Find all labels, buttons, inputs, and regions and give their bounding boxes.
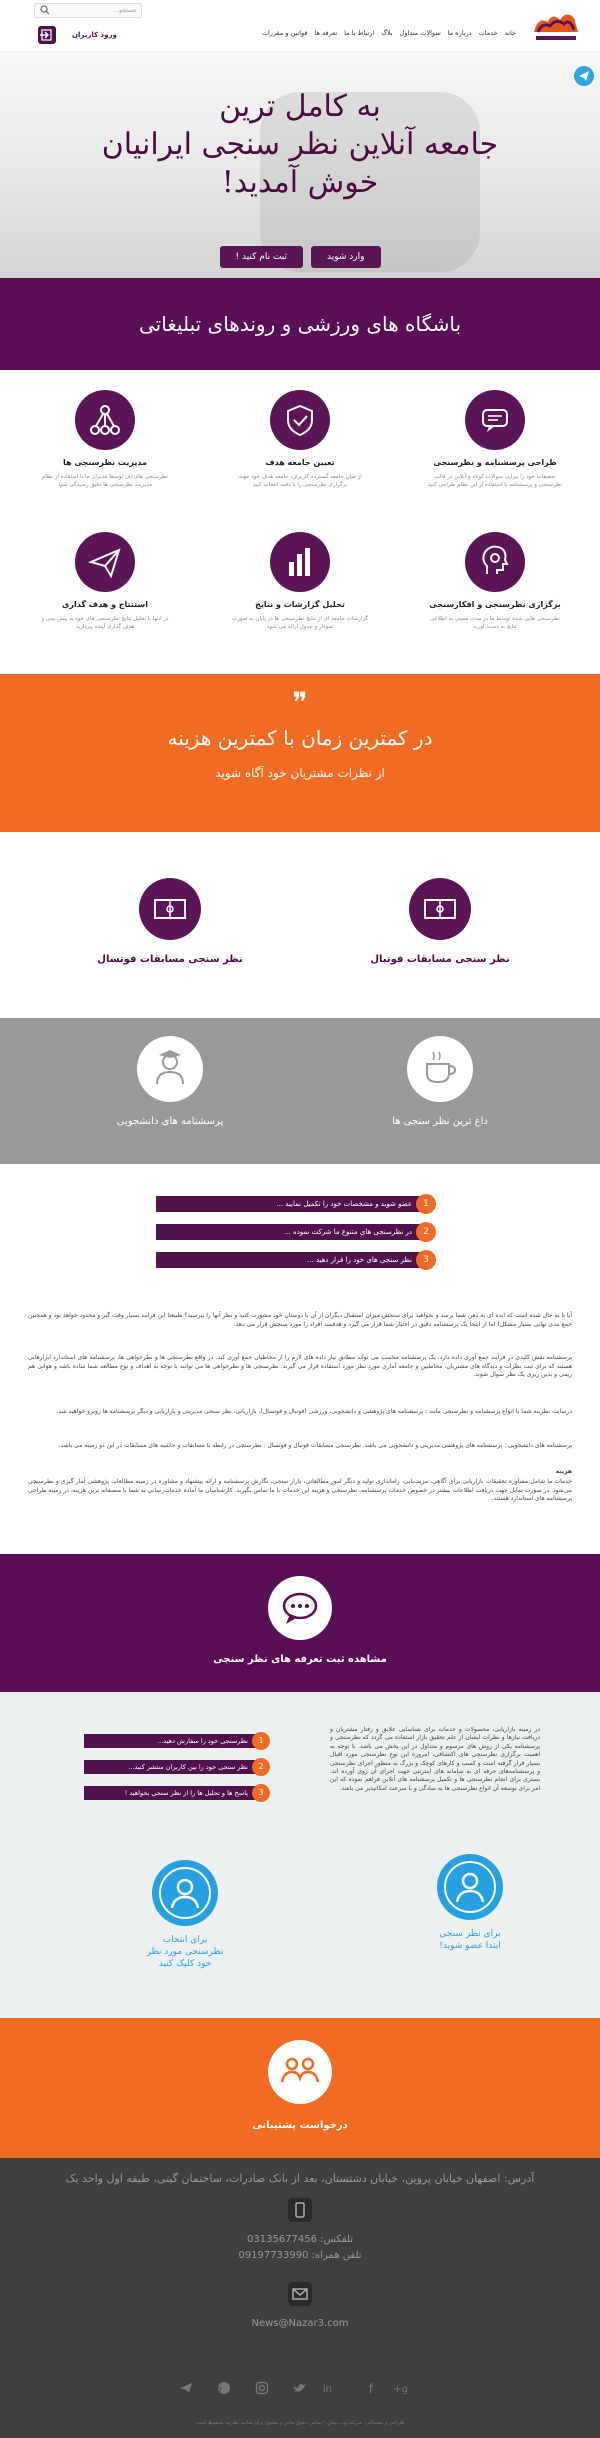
student-questionnaire-link[interactable]: پرسشنامه های دانشجویی bbox=[70, 1036, 270, 1127]
order-step: نظرسنجی خود را سفارش دهید... 1 bbox=[84, 1734, 270, 1748]
pricing-band bbox=[0, 1554, 600, 1692]
questionnaire-paragraph: پرسشنامه نقش کلیدی در فرآیند جمع آوری داده دارد. یک پرسشنامه مناسب می تواند مطابق نیاز داده های لازم را از مخاطبان جمع آوری کند. در واقع نظرسنجی ها و نظرخواهی ها، پرسشنامه های استاندارد ابزارهایی هستند که برای ثبت نظرات و دیدگاه های مشتریان، مخاطبین و جامعه آماری مورد نظر مورد استفاده قرار می گیرند. نظرسنجی ها و نظرخواهی ها می توانند با توجه به اهداف و نوع مطالعه شما ساده باشد و هوانی هم ریمی و بدین ریزی یک نظر سوال شوند. bbox=[28, 1354, 572, 1378]
types-paragraph: درسایت نظرینه شما با انواع پرسشنامه و نظرسنجی مانند : پرسشنامه های پژوهشی و دانشجویی، ورزشی (فوتبال و فوتسال)، بازاریابی، نظر سنجی مدیریتی و بازاریابی و دیگر پرسشنامه ها روبرو خواهید شد. bbox=[56, 1408, 572, 1415]
hero-signup-button[interactable]: ثبت نام کنید ! bbox=[220, 246, 304, 268]
paper-plane-icon bbox=[75, 532, 135, 592]
football-field-icon bbox=[409, 878, 471, 940]
footer-phone: تلفکس: 03135677456 bbox=[247, 2234, 353, 2245]
choose-poll-box[interactable]: برای انتخاب نظرسنجی مورد نظر خود کلیک کنید bbox=[115, 1860, 255, 1970]
pinterest-icon[interactable] bbox=[217, 2380, 231, 2394]
football-poll-link[interactable]: نظر سنجی مسابقات فوتبال bbox=[340, 878, 540, 965]
support-label[interactable]: درخواست پشتیبانی bbox=[252, 2120, 348, 2131]
footer-email[interactable]: News@Nazar3.com bbox=[251, 2318, 349, 2329]
hero-title: به کامل ترین جامعه آنلاین نظر سنجی ایرانیان خوش آمدید! bbox=[101, 89, 499, 200]
nav-blog[interactable]: بلاگ bbox=[381, 29, 393, 37]
nav-about[interactable]: درباره ما bbox=[447, 29, 472, 37]
support-link-circle[interactable] bbox=[268, 2040, 332, 2104]
cost-heading: هزینه bbox=[555, 1468, 572, 1475]
feature-target: تعیین جامعه هدف از میان جامعه گسترده کاربران، جامعه هدف خود جهت برگزاری نظرسنجی را با دقت انتخاب کنید bbox=[225, 390, 375, 489]
speech-bubble-icon bbox=[268, 1576, 332, 1640]
user-icon bbox=[437, 1854, 503, 1920]
pricing-link-circle[interactable] bbox=[268, 1576, 332, 1640]
email-icon bbox=[288, 2282, 312, 2306]
intro-paragraph: آیا تا به حال شده است که ایده ای به ذهن شما برسد و بخواهید برای سنجش میزان استقبال دیگران از آن با دوستان خود مشورت کنید و نظر آنها را بپرسید؟ طبیعتا این فرایند بسیار وقت گیر و محدود خواهد بود و همچنین جمع بندی نهایی بسیار مشکل! اما از اینجا یک پرسشنامه دقیق در اختیار شما قرار می گیرد و هدفمند افراد را مورد سنجش قرار می دهد. bbox=[28, 1312, 572, 1328]
pricing-label[interactable]: مشاهده ثبت تعرفه های نظر سنجی bbox=[213, 1654, 387, 1665]
step-item: نظر سنجی های خود را قرار دهید ... 3 bbox=[156, 1252, 436, 1268]
nav-rules[interactable]: قوانین و مقررات bbox=[261, 29, 308, 37]
footer-mobile: تلفن همراه: 09197733990 bbox=[238, 2250, 362, 2261]
student-paragraph: پرسشنامه های دانشجویی : پرسشنامه های پژوهشی مدیریتی و دانشجویی می باشد. نظرسنجی مسابقات فوتبال و فوتسال : نظرسنجی در رابطه با مسابقات و حاشیه های مسابقات در این دو زمینه می باشد. bbox=[58, 1442, 572, 1449]
copyright: طراحی و پشتیبانی: شرکت وب پیمان | تمامی حقوق مادی و معنوی برای سایت نظرینه محفوظ است bbox=[195, 2420, 405, 2426]
search-input[interactable]: جستجو... bbox=[34, 3, 142, 18]
hero-buttons bbox=[0, 246, 600, 268]
support-team-icon bbox=[268, 2040, 332, 2104]
futsal-field-icon bbox=[139, 878, 201, 940]
coffee-cup-icon bbox=[407, 1036, 473, 1102]
band-title: باشگاه های ورزشی و روندهای تبلیغاتی bbox=[138, 312, 462, 336]
chat-bubble-icon bbox=[465, 390, 525, 450]
login-button[interactable] bbox=[38, 26, 128, 44]
linkedin-icon[interactable] bbox=[322, 2380, 345, 2395]
feature-manage: مدیریت نظرسنجی ها نظرسنجی های تان توسط مدیران ما با استفاده از نظام مدیریت نظرسنجی ها دقیق رسیدگی شود bbox=[30, 390, 180, 489]
network-icon bbox=[75, 390, 135, 450]
instagram-icon[interactable] bbox=[255, 2380, 269, 2394]
order-step: پاسخ ها و تحلیل ها را از نظر سنجی بخواهید ! 3 bbox=[84, 1786, 270, 1800]
telegram-icon[interactable] bbox=[179, 2380, 193, 2394]
support-band bbox=[0, 2018, 600, 2158]
steps-section bbox=[0, 1164, 600, 1554]
svg-text:p: p bbox=[216, 2384, 222, 2394]
svg-text:f: f bbox=[368, 2382, 373, 2396]
promo-subtitle: از نظرات مشتریان خود آگاه شوید bbox=[215, 766, 385, 780]
futsal-poll-link[interactable]: نظر سنجی مسابقات فوتسال bbox=[70, 878, 270, 965]
feature-inference: استنتاج و هدف گذاری در انتها با تحلیل نتایج نظرسنجی های خود به پیش بینی و هدف گذاری آینده بپردازید bbox=[30, 532, 180, 631]
hero-section bbox=[0, 52, 600, 278]
features-section bbox=[0, 370, 600, 674]
nav-pricing[interactable]: تعرفه ها bbox=[314, 29, 338, 37]
telegram-float-icon[interactable] bbox=[574, 66, 594, 86]
main-nav bbox=[262, 29, 516, 37]
step-item: در نظرسنجی های متنوع ما شرکت نموده ... 2 bbox=[156, 1224, 436, 1240]
order-paragraph: در زمینه بازاریابی، محصولات و خدمات برای شناسایی علایق و رفتار مشتریان و دریافت نیازها و نظرات ایشان از علم تحقیق بازار استفاده می گردد که نظرسنجی و پرسشنامه یکی از روش های مرسوم و متداول در این بخش می باشد. با توجه به اهمیت برگزاری نظرسنجی های اکتشافی، امروزه این نوع نظرسنجی مورد اقبال بسیار قرار گرفته است و کسب و کارهای کوچک و بزرگ به منظور اجرای نظرسنجی و پرسشنامه‌های حرفه ای به سامانه های اینترنتی جهت اجرای آن روی آورده اند. بستری برای انجام نظرسنجی ها و تکمیل پرسشنامه های آنلاین فراهم نموده که این امر برای توسعه آن انواع نظرسنجی ها به سادگی و با سرعت امکانپذیر می باشد. bbox=[330, 1726, 540, 1792]
shield-check-icon bbox=[270, 390, 330, 450]
head-gear-icon bbox=[465, 532, 525, 592]
nav-home[interactable]: خانه bbox=[504, 29, 516, 37]
google-plus-icon[interactable] bbox=[393, 2380, 421, 2395]
twitter-icon[interactable] bbox=[293, 2380, 307, 2394]
nav-contact[interactable]: ارتباط با ما bbox=[344, 29, 375, 37]
hero-login-button[interactable]: وارد شوید bbox=[311, 246, 380, 268]
feature-design: طراحی پرسشنامه و نظرسنجی تحقیقات خود را ببرایی سوالات کوتاه و آنلاین در قالب نظرسنجی و پرسشنامه با استفاده از این نظام طراحی کنید bbox=[420, 390, 570, 489]
site-header bbox=[0, 0, 600, 52]
order-step: نظر سنجی خود را بین کاربران منتشر کنید... 2 bbox=[84, 1760, 270, 1774]
feature-conduct: برگزاری نظرسنجی و افکارسنجی نظرسنجی هایی شده توسط ما در مدت معینی به اطلاعی نتایج به دست آورید bbox=[420, 532, 570, 631]
clubs-band bbox=[0, 278, 600, 370]
register-first-box[interactable]: برای نظر سنجی ابتدا عضو شوید! bbox=[400, 1854, 540, 1952]
order-section bbox=[0, 1692, 600, 2018]
facebook-icon[interactable] bbox=[369, 2380, 383, 2394]
feature-analysis: تحلیل گزارشات و نتایج گزارشات جامعه ای از نتایج نظرسنجی ها در پایان به صورت نمودار و جدول ارائه می شود bbox=[225, 532, 375, 631]
quote-icon: ❞ bbox=[292, 686, 308, 719]
nav-faq[interactable]: سوالات متداول bbox=[399, 29, 441, 37]
hot-polls-link[interactable]: داغ ترین نظر سنجی ها bbox=[340, 1036, 540, 1127]
promo-title: در کمترین زمان با کمترین هزینه bbox=[167, 726, 433, 750]
svg-text:in: in bbox=[322, 2384, 332, 2395]
svg-text:g+: g+ bbox=[393, 2384, 408, 2395]
search-icon[interactable] bbox=[40, 5, 50, 15]
site-logo[interactable] bbox=[528, 8, 584, 46]
bar-chart-icon bbox=[270, 532, 330, 592]
footer-address: آدرس: اصفهان خیابان پروین، خیابان دشتستان، بعد از بانک صادرات، ساختمان گیتی، طبقه اول واحد یک bbox=[65, 2172, 535, 2185]
login-icon bbox=[38, 26, 56, 44]
user-icon bbox=[152, 1860, 218, 1926]
login-label: ورود کاربران bbox=[72, 31, 117, 39]
sports-section bbox=[0, 832, 600, 1018]
student-icon bbox=[137, 1036, 203, 1102]
promo-band bbox=[0, 674, 600, 832]
social-links bbox=[0, 2380, 600, 2394]
phone-icon bbox=[288, 2198, 312, 2222]
site-footer bbox=[0, 2158, 600, 2438]
hot-polls-section bbox=[0, 1018, 600, 1164]
step-item: عضو شوید و مشخصات خود را تکمیل نمایید ... 1 bbox=[156, 1196, 436, 1212]
cost-paragraph: خدمات ما شامل مشاوره تحقیقات بازاریابی برای آگاهی، مزیت‌یابی، زاماندازی تولید و دیگر امور مطالعاتی، بازار سنجی، نگارش پرسشنامه و ارائه پیشنهاد و مشاوره در زمینه مطالعات پژوهشی آمار گیری و نظرسنجی می‌شود. در صورت تمایل جهت دریافت اطلاعات بیشتر در خصوص خدمات پرسشنامه، نظرسنجی و هزینه این خدمات با ما تماس بگیرید. کارشناسان ما آماده خدمات‌رسانی به شما با منصفانه ترین هزینه، در زمینه طراحی پرسشنامه های استاندارد هستند. bbox=[28, 1478, 572, 1502]
nav-services[interactable]: خدمات bbox=[478, 29, 498, 37]
